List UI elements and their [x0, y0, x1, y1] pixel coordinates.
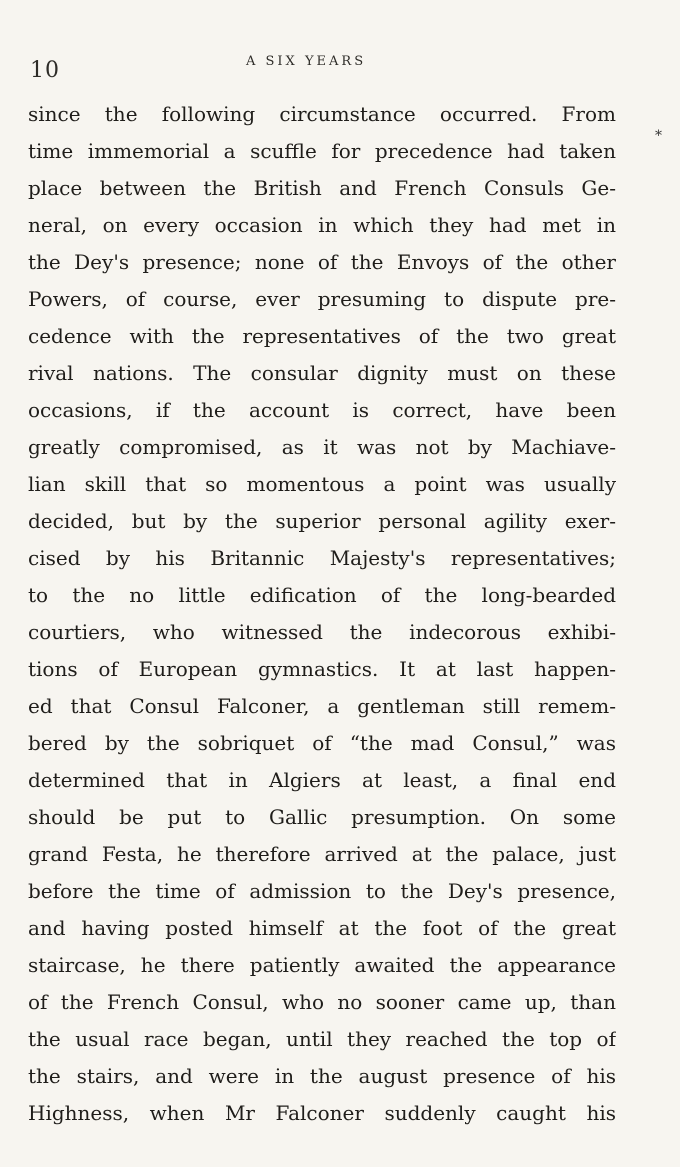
text-line: the Dey's presence; none of the Envoys of the other: [28, 250, 616, 274]
text-line: decided, but by the superior personal agility exer-: [28, 509, 616, 533]
text-line: cised by his Britannic Majesty's representatives;: [28, 546, 616, 570]
text-line: before the time of admission to the Dey's presence,: [28, 879, 616, 903]
margin-mark: *: [655, 128, 662, 144]
text-line: ed that Consul Falconer, a gentleman still remem-: [28, 694, 616, 718]
text-line: Powers, of course, ever presuming to dispute pre-: [28, 287, 616, 311]
running-head: [30, 52, 620, 82]
text-line: the usual race began, until they reached the top of: [28, 1027, 616, 1051]
text-line: courtiers, who witnessed the indecorous exhibi-: [28, 620, 616, 644]
text-line: tions of European gymnastics. It at last happen-: [28, 657, 616, 681]
text-line: should be put to Gallic presumption. On some: [28, 805, 616, 829]
text-line: time immemorial a scuffle for precedence had taken: [28, 139, 616, 163]
text-line: rival nations. The consular dignity must on these: [28, 361, 616, 385]
text-line: Highness, when Mr Falconer suddenly caught his: [28, 1101, 616, 1125]
text-line: place between the British and French Consuls Ge-: [28, 176, 616, 200]
text-line: and having posted himself at the foot of the great: [28, 916, 616, 940]
body-text: [28, 96, 616, 1132]
text-line: grand Festa, he therefore arrived at the palace, just: [28, 842, 616, 866]
text-line: cedence with the representatives of the two great: [28, 324, 616, 348]
running-title: A SIX YEARS: [246, 54, 367, 69]
text-line: greatly compromised, as it was not by Machiave-: [28, 435, 616, 459]
text-line: to the no little edification of the long-bearded: [28, 583, 616, 607]
text-line: neral, on every occasion in which they had met in: [28, 213, 616, 237]
text-line: lian skill that so momentous a point was usually: [28, 472, 616, 496]
page-number: 10: [30, 58, 60, 83]
text-line: determined that in Algiers at least, a final end: [28, 768, 616, 792]
text-line: occasions, if the account is correct, have been: [28, 398, 616, 422]
text-line: the stairs, and were in the august presence of his: [28, 1064, 616, 1088]
text-line: bered by the sobriquet of “the mad Consul,” was: [28, 731, 616, 755]
text-line: since the following circumstance occurred. From: [28, 102, 616, 126]
text-line: of the French Consul, who no sooner came up, than: [28, 990, 616, 1014]
text-line: staircase, he there patiently awaited the appearance: [28, 953, 616, 977]
